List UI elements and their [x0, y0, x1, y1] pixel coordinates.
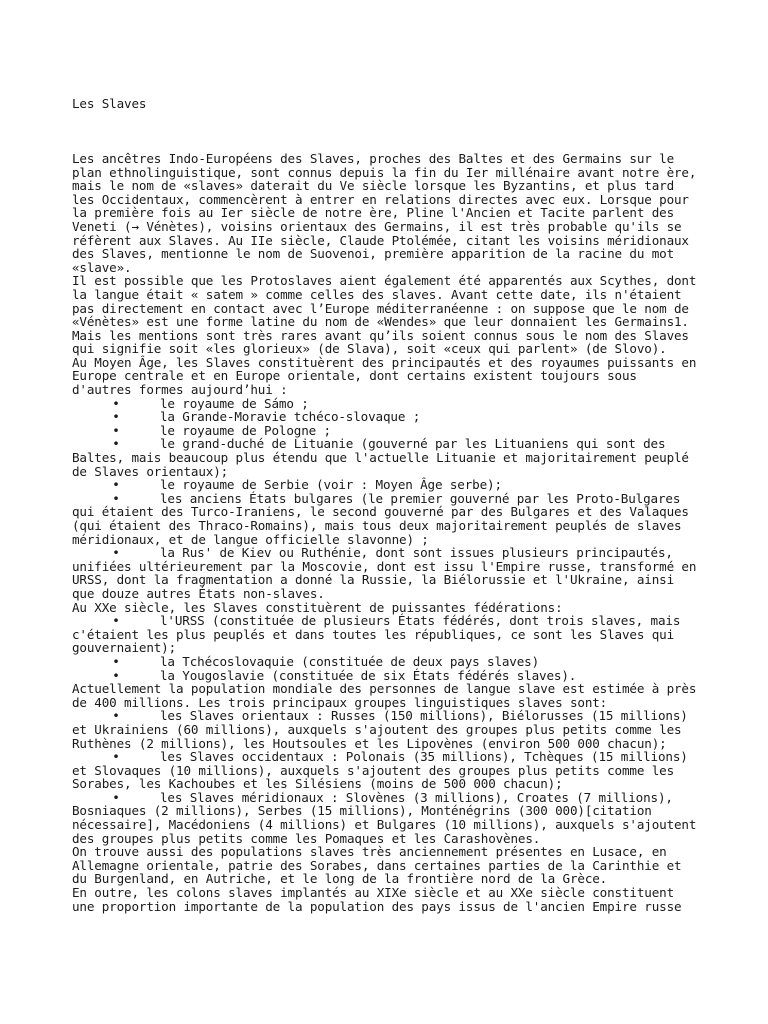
- bullet-mark: •: [112, 395, 120, 411]
- paragraph: En outre, les colons slaves implantés au XIXe siècle et au XXe siècle constituent une proportion importante de la population des pays issus de l'ancien Empire russe: [72, 885, 682, 914]
- list-item: [72, 424, 702, 438]
- list-item: [72, 410, 702, 424]
- bullet-mark: •: [112, 749, 120, 765]
- paragraph: Les ancêtres Indo-Européens des Slaves, proches des Baltes et des Germains sur le plan ethnolinguistique, sont connus depuis la fin du Ier millénaire avant notre ère, mais le nom de «slaves» daterait du Ve siècle lorsque les Byzantins, et plus tard les Occidentaux, commencèrent à entrer en relations directes avec eux. Lorsque pour la première fois au Ier siècle de notre ère, Pline l'Ancien et Tacite parlent des Veneti (→ Vénètes), voisins orientaux des Germains, il est très probable qu'ils se réfèrent aux Slaves. Au IIe siècle, Claude Ptolémée, citant les voisins méridionaux des Slaves, mentionne le nom de Suovenoi, première apparition de la racine du mot «slave».: [72, 150, 704, 275]
- paragraph: Actuellement la population mondiale des personnes de langue slave est estimée à près de 400 millions. Les trois principaux groupes linguistiques slaves sont:: [72, 681, 704, 710]
- list-item-text: la Yougoslavie (constituée de six États fédérés slaves).: [160, 667, 577, 683]
- bullet-mark: •: [112, 653, 120, 669]
- list-item-text: les Slaves orientaux : Russes (150 millions), Biélorusses (15 millions) et Ukrainiens (60 millions), auxquels s'ajoutent des groupes plus petits comme les Ruthènes (2 millions), les Houtsoules et les Lipovènes (environ 500 000 chacun);: [72, 708, 696, 751]
- paragraph: Au Moyen Âge, les Slaves constituèrent des principautés et des royaumes puissants en Europe centrale et en Europe orientale, dont certains existent toujours sous d'autres formes aujourd’hui :: [72, 354, 704, 398]
- bullet-mark: •: [112, 490, 120, 506]
- list-item-text: les Slaves méridionaux : Slovènes (3 millions), Croates (7 millions), Bosniaques (2 millions), Serbes (15 millions), Monténégrins (300 000)[citation nécessaire], Macédoniens (4 millions) et Bulgares (10 millions), auxquels s'ajoutent des groupes plus petits comme les Pomaques et les Carashovènes.: [72, 789, 704, 846]
- list-item: [72, 614, 702, 655]
- list-item-text: la Grande-Moravie tchéco-slovaque ;: [160, 409, 421, 425]
- list-item: [72, 709, 702, 750]
- bullet-mark: •: [112, 436, 120, 452]
- bullet-mark: •: [112, 409, 120, 425]
- list-item: [72, 397, 702, 411]
- list-item: [72, 437, 702, 478]
- paragraph: On trouve aussi des populations slaves très anciennement présentes en Lusace, en Allemagne orientale, patrie des Sorabes, dans certaines parties de la Carinthie et du Burgenland, en Autriche, et le long de la frontière nord de la Grèce.: [72, 844, 689, 887]
- list-item: [72, 492, 702, 546]
- list-item-text: la Tchécoslovaquie (constituée de deux pays slaves): [160, 653, 540, 669]
- document-page: [72, 70, 702, 927]
- list-item-text: l'URSS (constituée de plusieurs États fédérés, dont trois slaves, mais c'étaient les plus peuplés et dans toutes les républiques, ce sont les Slaves qui gouvernaient);: [72, 613, 688, 656]
- list-item-text: le royaume de Sámo ;: [160, 395, 309, 411]
- list-item-text: les anciens États bulgares (le premier gouverné par les Proto-Bulgares qui étaient des Turco-Iraniens, le second gouverné par des Bulgares et des Valaques (qui étaient des Thraco-Romains), mais tous deux majoritairement peuplés de slaves méridionaux, et de langue officielle slavonne) ;: [72, 490, 697, 547]
- paragraph: Il est possible que les Protoslaves aient également été apparentés aux Scythes, dont la langue était « satem » comme celles des slaves. Avant cette date, ils n'étaient pas directement en contact avec l’Europe méditerranéenne : on suppose que le nom de «Vénètes» est une forme latine du nom de «Wendes» que leur donnaient les Germains1. Mais les mentions sont très rares avant qu’ils soient connus sous le nom des Slaves qui signifie soit «les glorieux» (de Slava), soit «ceux qui parlent» (de Slovo).: [72, 273, 704, 357]
- list-item: [72, 546, 702, 600]
- bullet-mark: •: [112, 422, 120, 438]
- list-item: [72, 478, 702, 492]
- list-item-text: le royaume de Serbie (voir : Moyen Âge serbe);: [160, 477, 502, 493]
- list-item: [72, 750, 702, 791]
- bullet-mark: •: [112, 789, 120, 805]
- list-item: [72, 655, 702, 669]
- list-item-text: le grand-duché de Lituanie (gouverné par les Lituaniens qui sont des Baltes, mais beaucoup plus étendu que l'actuelle Lituanie et majoritairement peuplé de Slaves orientaux);: [72, 436, 697, 479]
- document-body: [72, 152, 702, 913]
- bullet-mark: •: [112, 667, 120, 683]
- document-title: Les Slaves: [72, 96, 147, 112]
- list-item-text: les Slaves occidentaux : Polonais (35 millions), Tchèques (15 millions) et Slovaques (10 millions), auxquels s'ajoutent des groupes plus petits comme les Sorabes, les Kachoubes et les Silésiens (moins de 500 000 chacun);: [72, 749, 696, 792]
- list-item: [72, 669, 702, 683]
- bullet-mark: •: [112, 477, 120, 493]
- list-item-text: le royaume de Pologne ;: [160, 422, 331, 438]
- bullet-mark: •: [112, 545, 120, 561]
- paragraph: Au XXe siècle, les Slaves constituèrent de puissantes fédérations:: [72, 599, 563, 615]
- list-item: [72, 791, 702, 845]
- bullet-mark: •: [112, 613, 120, 629]
- list-item-text: la Rus' de Kiev ou Ruthénie, dont sont issues plusieurs principautés, unifiées ultérieurement par la Moscovie, dont est issu l'Empire russe, transformé en URSS, dont la fragmentation a donné la Russie, la Biélorussie et l'Ukraine, ainsi que douze autres États non-slaves.: [72, 545, 704, 601]
- bullet-mark: •: [112, 708, 120, 724]
